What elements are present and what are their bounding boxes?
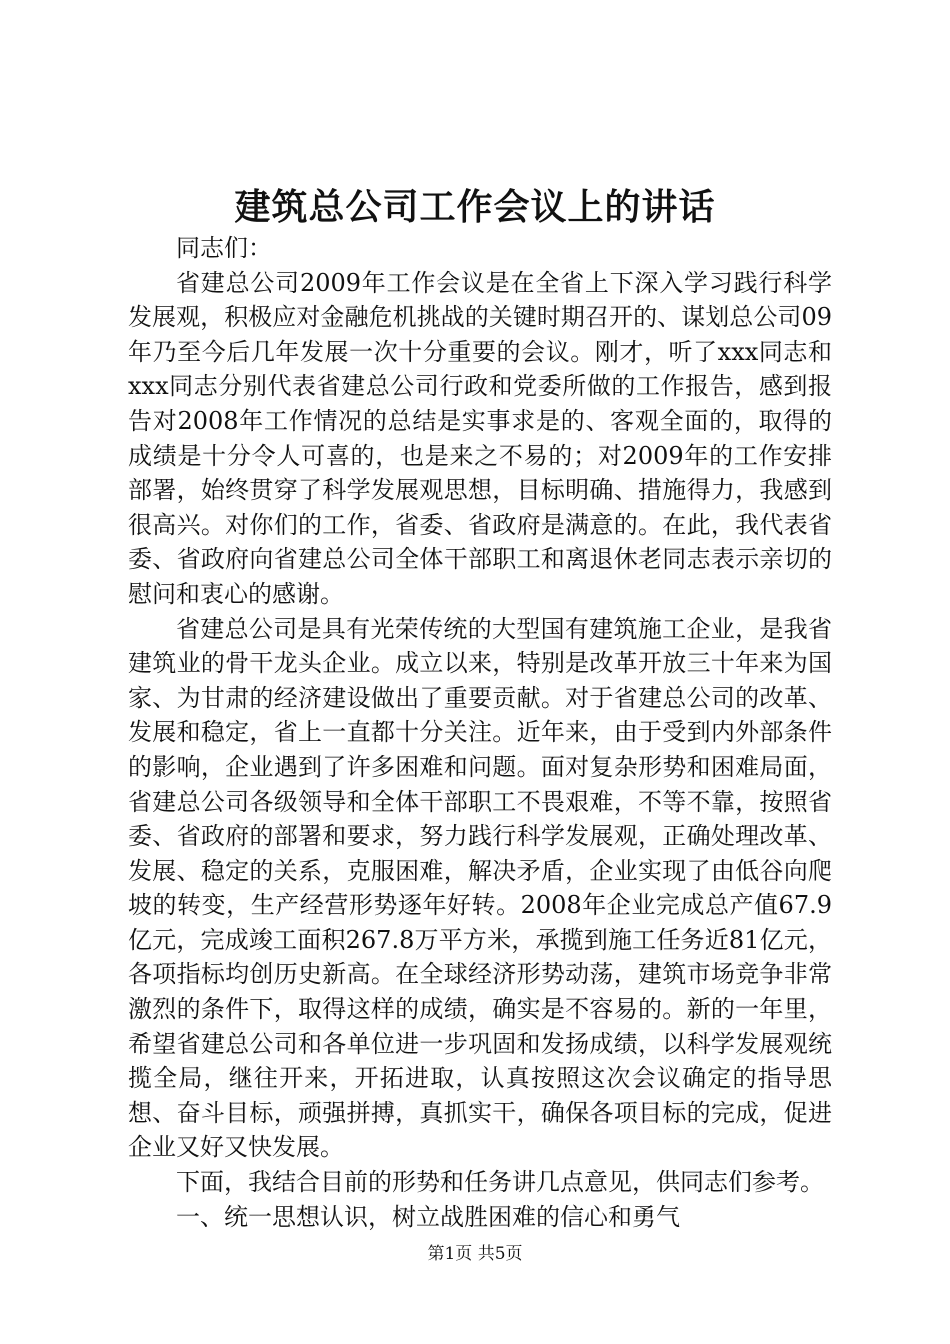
- document-title: 建筑总公司工作会议上的讲话: [234, 186, 716, 228]
- paragraph-3: 下面，我结合目前的形势和任务讲几点意见，供同志们参考。: [176, 1168, 824, 1197]
- document-body: [128, 231, 832, 1234]
- section-heading: 一、统一思想认识，树立战胜困难的信心和勇气: [176, 1202, 680, 1231]
- paragraph-1: 省建总公司2009年工作会议是在全省上下深入学习践行科学发展观，积极应对金融危机挑战的关键时期召开的、谋划总公司09年乃至今后几年发展一次十分重要的会议。刚才，听了xxx同志和xxx同志分别代表省建总公司行政和党委所做的工作报告，感到报告对2008年工作情况的总结是实事求是的、客观全面的，取得的成绩是十分令人可喜的，也是来之不易的；对2009年的工作安排部署，始终贯穿了科学发展观思想，目标明确、措施得力，我感到很高兴。对你们的工作，省委、省政府是满意的。在此，我代表省委、省政府向省建总公司全体干部职工和离退休老同志表示亲切的慰问和衷心的感谢。: [128, 268, 832, 608]
- paragraph-2: 省建总公司是具有光荣传统的大型国有建筑施工企业，是我省建筑业的骨干龙头企业。成立以来，特别是改革开放三十年来为国家、为甘肃的经济建设做出了重要贡献。对于省建总公司的改革、发展和稳定，省上一直都十分关注。近年来，由于受到内外部条件的影响，企业遇到了许多困难和问题。面对复杂形势和困难局面，省建总公司各级领导和全体干部职工不畏艰难，不等不靠，按照省委、省政府的部署和要求，努力践行科学发展观，正确处理改革、发展、稳定的关系，克服困难，解决矛盾，企业实现了由低谷向爬坡的转变，生产经营形势逐年好转。2008年企业完成总产值67.9亿元，完成竣工面积267.8万平方米，承揽到施工任务近81亿元，各项指标均创历史新高。在全球经济形势动荡，建筑市场竞争非常激烈的条件下，取得这样的成绩，确实是不容易的。新的一年里，希望省建总公司和各单位进一步巩固和发扬成绩，以科学发展观统揽全局，继往开来，开拓进取，认真按照这次会议确定的指导思想、奋斗目标，顽强拼搏，真抓实干，确保各项目标的完成，促进企业又好又快发展。: [128, 614, 832, 1162]
- salutation: 同志们：: [176, 234, 272, 262]
- page-footer: 第1页 共5页: [427, 1244, 523, 1264]
